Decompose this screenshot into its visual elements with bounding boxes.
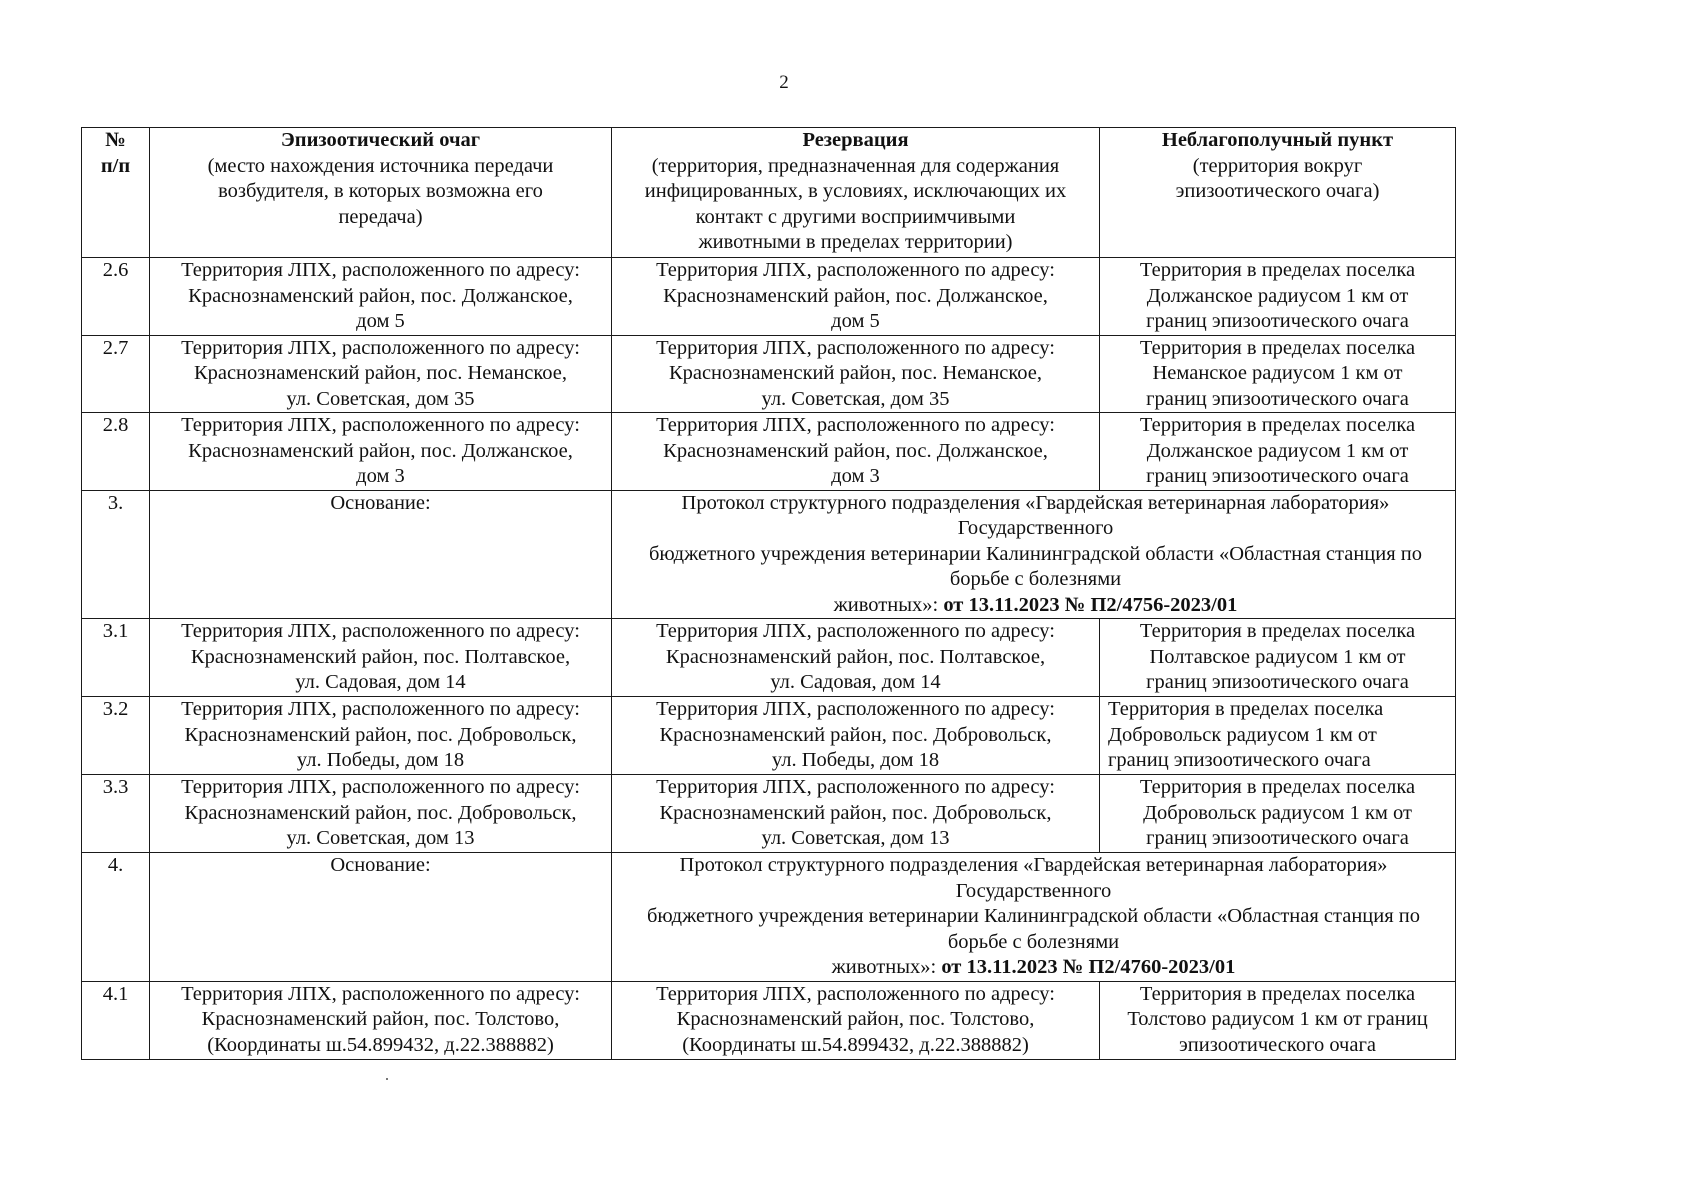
row-reservation: Территория ЛПХ, расположенного по адресу: Краснознаменский район, пос. Толстово, (Координаты ш.54.899432, д.22.388882) <box>612 981 1100 1059</box>
row-reservation: Территория ЛПХ, расположенного по адресу: Краснознаменский район, пос. Должанское, дом 3 <box>612 413 1100 491</box>
row-num: 2.7 <box>82 335 150 413</box>
basis-num: 3. <box>82 490 150 619</box>
row-num: 3.3 <box>82 775 150 853</box>
header-point: Неблагополучный пункт (территория вокруг эпизоотического очага) <box>1100 128 1456 258</box>
row-focus: Территория ЛПХ, расположенного по адресу: Краснознаменский район, пос. Должанское, дом 5 <box>150 258 612 336</box>
row-focus: Территория ЛПХ, расположенного по адресу: Краснознаменский район, пос. Добровольск, ул. Победы, дом 18 <box>150 697 612 775</box>
row-point: Территория в пределах поселка Полтавское радиусом 1 км от границ эпизоотического очага <box>1100 619 1456 697</box>
row-focus: Территория ЛПХ, расположенного по адресу: Краснознаменский район, пос. Неманское, ул. Советская, дом 35 <box>150 335 612 413</box>
basis-row <box>82 490 1456 619</box>
row-reservation: Территория ЛПХ, расположенного по адресу: Краснознаменский район, пос. Добровольск, ул. Советская, дом 13 <box>612 775 1100 853</box>
row-num: 2.6 <box>82 258 150 336</box>
row-num: 4.1 <box>82 981 150 1059</box>
basis-num: 4. <box>82 853 150 982</box>
protocol-number: от 13.11.2023 № П2/4756-2023/01 <box>943 593 1238 616</box>
row-point: Территория в пределах поселка Добровольск радиусом 1 км от границ эпизоотического очага <box>1100 775 1456 853</box>
row-point: Территория в пределах поселка Должанское радиусом 1 км от границ эпизоотического очага <box>1100 413 1456 491</box>
table-row <box>82 981 1456 1059</box>
row-point: Территория в пределах поселка Должанское радиусом 1 км от границ эпизоотического очага <box>1100 258 1456 336</box>
basis-label: Основание: <box>150 853 612 982</box>
header-focus: Эпизоотический очаг (место нахождения источника передачи возбудителя, в которых возможна его передача) <box>150 128 612 258</box>
row-focus: Территория ЛПХ, расположенного по адресу: Краснознаменский район, пос. Полтавское, ул. Садовая, дом 14 <box>150 619 612 697</box>
table-row <box>82 258 1456 336</box>
row-num: 2.8 <box>82 413 150 491</box>
protocol-number: от 13.11.2023 № П2/4760-2023/01 <box>941 956 1236 978</box>
basis-text: Протокол структурного подразделения «Гвардейская ветеринарная лаборатория» Государственного бюджетного учреждения ветеринарии Калининградской области «Областная станция по борьбе с болезнями животных»: от 13.11.2023 № П2/4756-2023/01 <box>612 490 1456 619</box>
table-row <box>82 619 1456 697</box>
row-reservation: Территория ЛПХ, расположенного по адресу: Краснознаменский район, пос. Должанское, дом 5 <box>612 258 1100 336</box>
basis-text: Протокол структурного подразделения «Гвардейская ветеринарная лаборатория» Государственного бюджетного учреждения ветеринарии Калининградской области «Областная станция по борьбе с болезнями животных»: от 13.11.2023 № П2/4760-2023/01 <box>612 853 1456 982</box>
page-number: 2 <box>779 72 789 93</box>
episootic-table <box>81 127 1456 1060</box>
row-focus: Территория ЛПХ, расположенного по адресу: Краснознаменский район, пос. Добровольск, ул. Советская, дом 13 <box>150 775 612 853</box>
header-reservation: Резервация (территория, предназначенная для содержания инфицированных, в условиях, исключающих их контакт с другими восприимчивыми животными в пределах территории) <box>612 128 1100 258</box>
table-row <box>82 335 1456 413</box>
row-focus: Территория ЛПХ, расположенного по адресу: Краснознаменский район, пос. Должанское, дом 3 <box>150 413 612 491</box>
scan-speck <box>386 1078 388 1080</box>
row-num: 3.1 <box>82 619 150 697</box>
row-focus: Территория ЛПХ, расположенного по адресу: Краснознаменский район, пос. Толстово, (Координаты ш.54.899432, д.22.388882) <box>150 981 612 1059</box>
row-point: Территория в пределах поселка Добровольск радиусом 1 км от границ эпизоотического очага <box>1100 697 1456 775</box>
table-row <box>82 413 1456 491</box>
row-point: Территория в пределах поселка Неманское радиусом 1 км от границ эпизоотического очага <box>1100 335 1456 413</box>
table-row <box>82 697 1456 775</box>
table-row <box>82 775 1456 853</box>
row-reservation: Территория ЛПХ, расположенного по адресу: Краснознаменский район, пос. Добровольск, ул. Победы, дом 18 <box>612 697 1100 775</box>
row-reservation: Территория ЛПХ, расположенного по адресу: Краснознаменский район, пос. Полтавское, ул. Садовая, дом 14 <box>612 619 1100 697</box>
row-num: 3.2 <box>82 697 150 775</box>
row-reservation: Территория ЛПХ, расположенного по адресу: Краснознаменский район, пос. Неманское, ул. Советская, дом 35 <box>612 335 1100 413</box>
header-num: № п/п <box>82 128 150 258</box>
row-point: Территория в пределах поселка Толстово радиусом 1 км от границ эпизоотического очага <box>1100 981 1456 1059</box>
basis-row <box>82 853 1456 982</box>
basis-label: Основание: <box>150 490 612 619</box>
table-header-row <box>82 128 1456 258</box>
